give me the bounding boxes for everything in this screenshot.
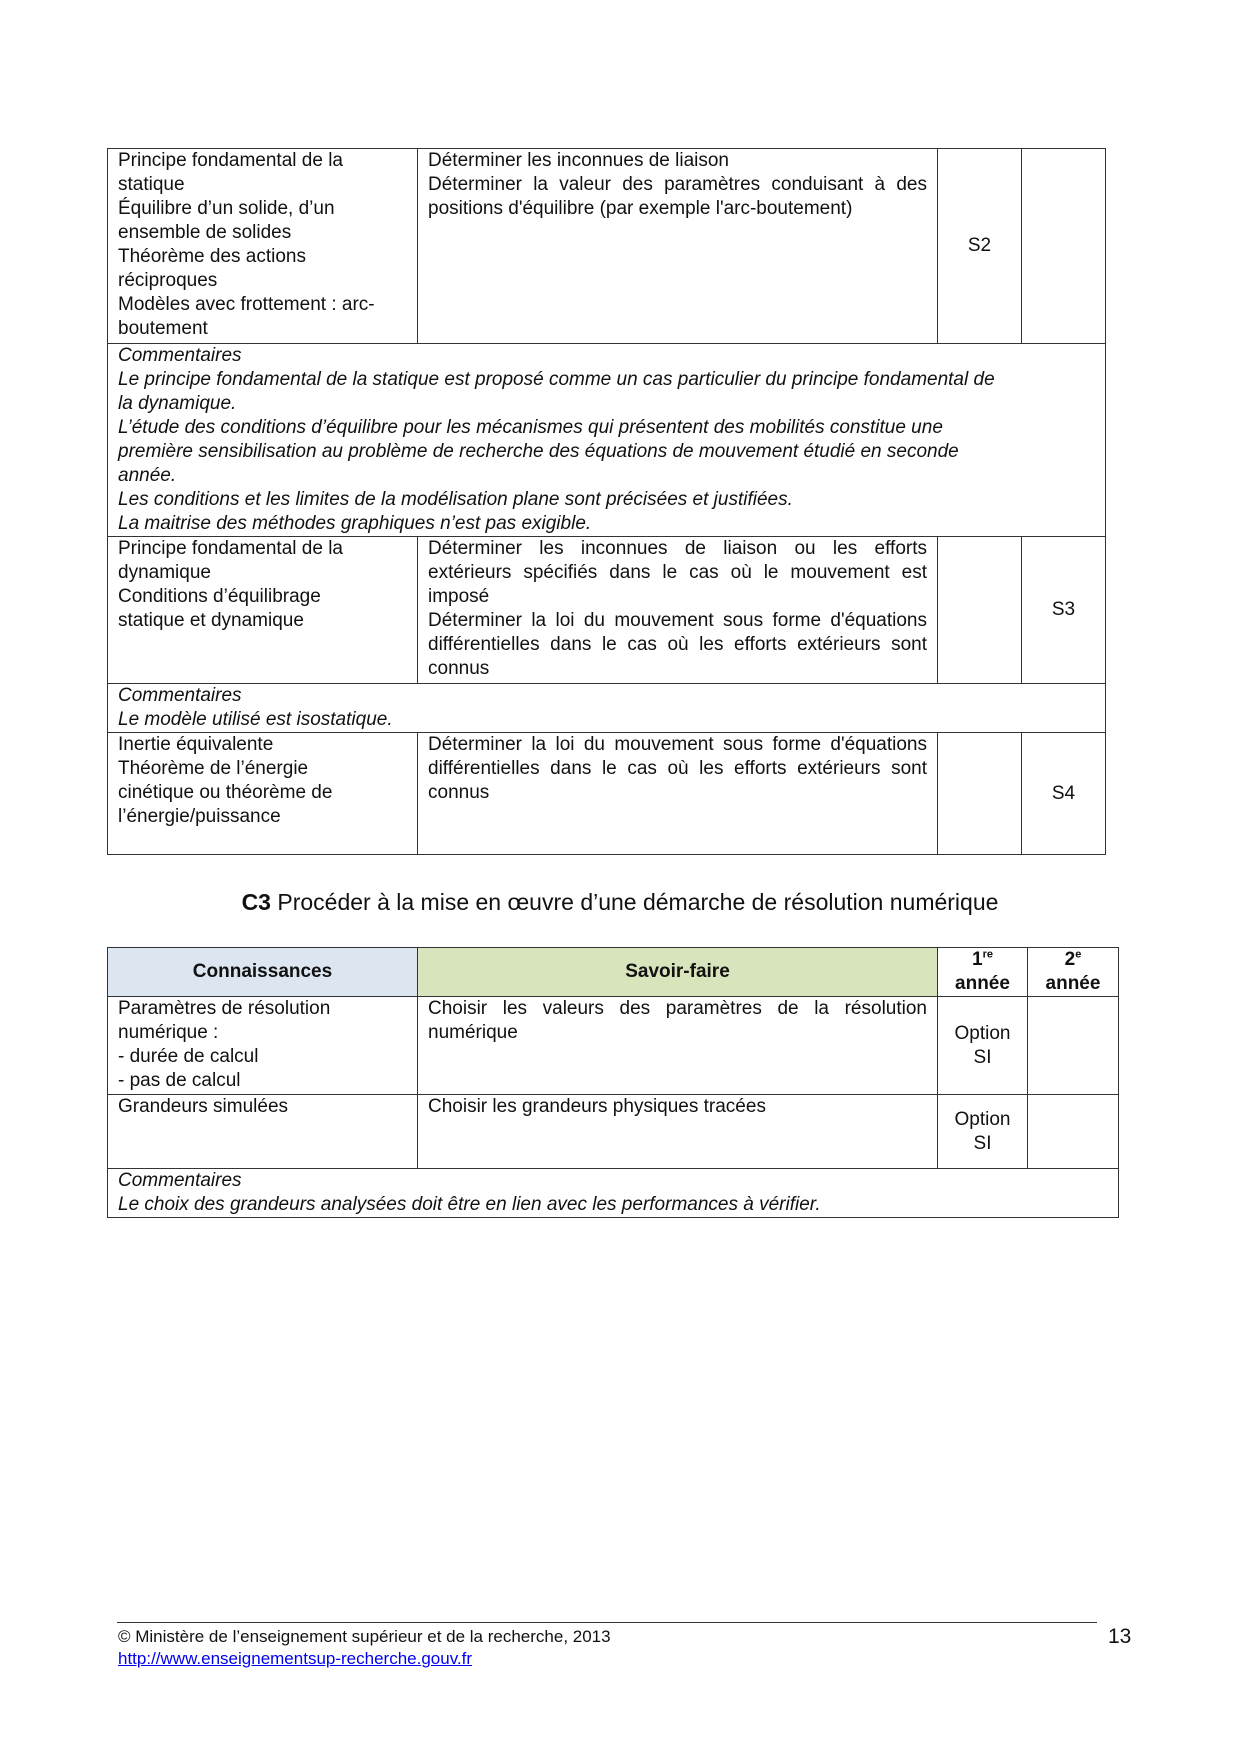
year1-cell (938, 1095, 1028, 1169)
knowledge-line: Paramètres de résolution (118, 998, 331, 1019)
header-year2-word: année (1045, 973, 1101, 994)
comment-line: Le modèle utilisé est isostatique. (118, 709, 393, 730)
knowledge-line: l’énergie/puissance (118, 806, 281, 827)
footer-copyright: © Ministère de l’enseignement supérieur et de la recherche, 2013 (118, 1627, 611, 1646)
comment-cell (108, 684, 1106, 733)
skill-paragraph: Déterminer la loi du mouvement sous forme d'équations différentielles dans le cas où les efforts extérieurs sont connus (428, 610, 927, 679)
knowledge-line: numérique : (118, 1022, 219, 1043)
year1-cell (938, 537, 1022, 684)
table-row (108, 733, 1106, 855)
footer-divider (117, 1622, 1097, 1623)
header-year2-number: 2 (1064, 949, 1076, 970)
header-year1-number: 1 (972, 949, 983, 970)
year2-cell: S4 (1022, 733, 1106, 855)
skill-cell: Choisir les grandeurs physiques tracées (418, 1095, 938, 1169)
skill-cell (418, 537, 938, 684)
comment-row (108, 1169, 1119, 1218)
knowledge-cell (108, 149, 418, 344)
skill-paragraph: Déterminer la loi du mouvement sous forme d'équations différentielles dans le cas où les efforts extérieurs sont connus (428, 734, 927, 803)
year1-cell: S2 (938, 149, 1022, 344)
knowledge-line: dynamique (118, 562, 211, 583)
year2-cell (1022, 149, 1106, 344)
comment-row (108, 684, 1106, 733)
knowledge-cell (108, 1095, 418, 1169)
year1-cell (938, 997, 1028, 1095)
year2-cell (1028, 1095, 1119, 1169)
year1-option-value: SI (973, 1132, 992, 1154)
footer-website-link[interactable]: http://www.enseignementsup-recherche.gouv.fr (118, 1649, 473, 1668)
knowledge-line: statique et dynamique (118, 610, 304, 631)
skill-paragraph: Déterminer les inconnues de liaison (428, 150, 729, 171)
competency-table-c2-continued (107, 148, 1106, 855)
knowledge-line: cinétique ou théorème de (118, 782, 333, 803)
year1-option-value: SI (973, 1046, 992, 1068)
comment-title: Commentaires (118, 345, 242, 366)
skill-cell (418, 733, 938, 855)
knowledge-cell (108, 733, 418, 855)
knowledge-line: boutement (118, 318, 208, 339)
year1-option-label: Option (954, 1022, 1011, 1044)
year2-cell: S3 (1022, 537, 1106, 684)
knowledge-line: Principe fondamental de la (118, 150, 343, 171)
comment-line: L’étude des conditions d’équilibre pour les mécanismes qui présentent des mobilités constitue une (118, 417, 943, 438)
header-year2 (1028, 948, 1119, 997)
knowledge-line: Équilibre d’un solide, d’un (118, 198, 335, 219)
section-title: Procéder à la mise en œuvre d’une démarche de résolution numérique (277, 889, 999, 915)
header-year1-word: année (955, 973, 1010, 994)
skill-cell (418, 149, 938, 344)
comment-line: La maitrise des méthodes graphiques n’est pas exigible. (118, 513, 592, 534)
comment-line: Les conditions et les limites de la modélisation plane sont précisées et justifiées. (118, 489, 793, 510)
skill-paragraph: Déterminer les inconnues de liaison ou les efforts extérieurs spécifiés dans le cas où le mouvement est imposé (428, 538, 927, 607)
comment-line: année. (118, 465, 177, 486)
competency-table-c3 (107, 947, 1119, 1218)
knowledge-line: statique (118, 174, 185, 195)
knowledge-line: ensemble de solides (118, 222, 292, 243)
skill-paragraph: Déterminer la valeur des paramètres conduisant à des positions d'équilibre (par exemple l'arc-boutement) (428, 174, 927, 219)
comment-line: première sensibilisation au problème de recherche des équations de mouvement étudié en seconde (118, 441, 959, 462)
knowledge-line: Modèles avec frottement : arc- (118, 294, 375, 315)
knowledge-line: Inertie équivalente (118, 734, 274, 755)
header-year1-superscript: re (982, 948, 993, 961)
comment-title: Commentaires (118, 1170, 242, 1191)
comment-line: Le principe fondamental de la statique est proposé comme un cas particulier du principe fondamental de (118, 369, 995, 390)
table-row (108, 997, 1119, 1095)
knowledge-line: réciproques (118, 270, 218, 291)
comment-line: Le choix des grandeurs analysées doit être en lien avec les performances à vérifier. (118, 1194, 821, 1215)
knowledge-line: Grandeurs simulées (118, 1096, 289, 1117)
header-year2-superscript: e (1075, 948, 1082, 961)
year1-option-label: Option (954, 1108, 1011, 1130)
header-skill: Savoir-faire (418, 948, 938, 997)
comment-title: Commentaires (118, 685, 242, 706)
table-row (108, 1095, 1119, 1169)
comment-row (108, 344, 1106, 537)
page-number: 13 (1108, 1625, 1132, 1648)
knowledge-cell (108, 997, 418, 1095)
comment-cell (108, 1169, 1119, 1218)
skill-cell: Choisir les valeurs des paramètres de la résolution numérique (418, 997, 938, 1095)
knowledge-line: Théorème de l’énergie (118, 758, 309, 779)
year1-cell (938, 733, 1022, 855)
header-knowledge: Connaissances (108, 948, 418, 997)
table-row (108, 537, 1106, 684)
knowledge-line: Théorème des actions (118, 246, 306, 267)
table-row (108, 149, 1106, 344)
knowledge-line: - durée de calcul (118, 1046, 259, 1067)
section-heading-c3 (0, 888, 1240, 916)
knowledge-line: - pas de calcul (118, 1070, 241, 1091)
header-year1 (938, 948, 1028, 997)
section-code: C3 (241, 889, 271, 915)
comment-cell (108, 344, 1106, 537)
comment-line: la dynamique. (118, 393, 237, 414)
year2-cell (1028, 997, 1119, 1095)
knowledge-cell (108, 537, 418, 684)
table-header-row (108, 948, 1119, 997)
knowledge-line: Principe fondamental de la (118, 538, 343, 559)
knowledge-line: Conditions d’équilibrage (118, 586, 321, 607)
